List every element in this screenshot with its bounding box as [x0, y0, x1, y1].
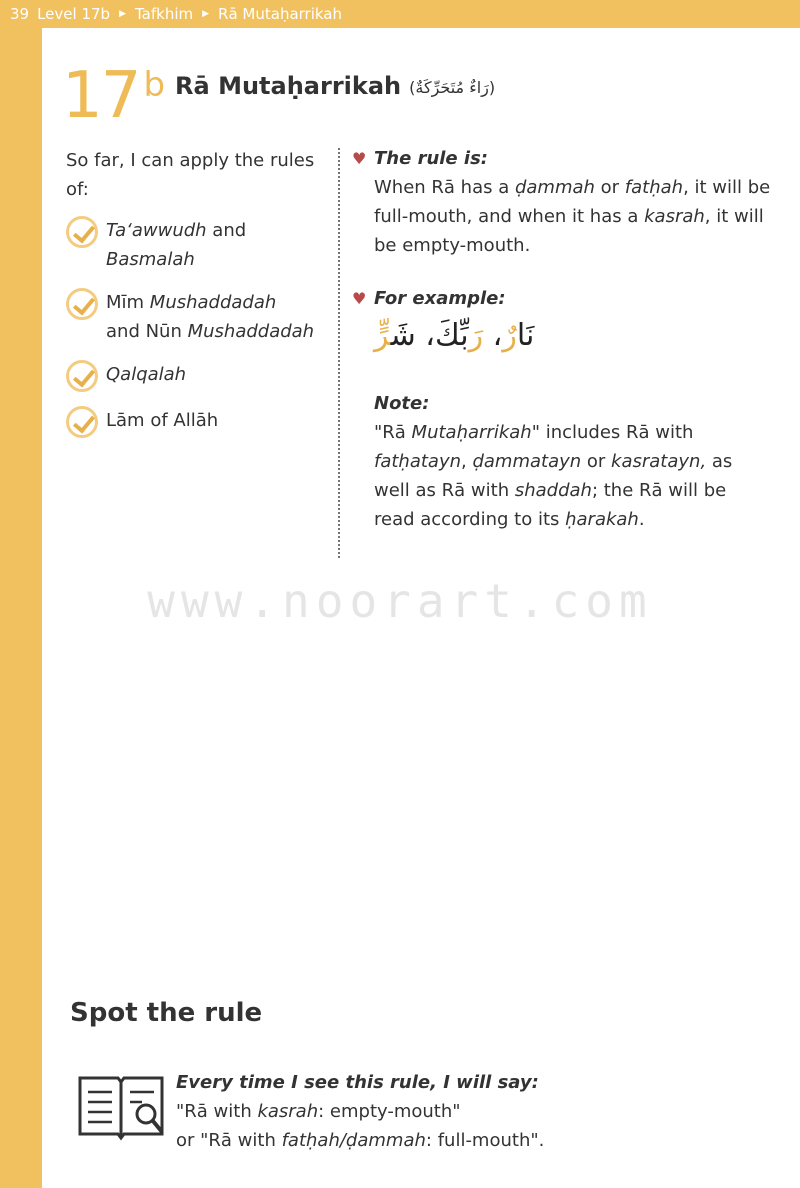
- checkmark-icon: [66, 406, 98, 438]
- rule-heading: ♥ The rule is:: [352, 144, 772, 173]
- lesson-number: 17: [62, 59, 140, 133]
- list-item: [66, 360, 326, 392]
- breadcrumb-level: Level 17b: [37, 5, 111, 23]
- lesson-suffix: b: [143, 65, 166, 105]
- breadcrumb-section: Tafkhim: [135, 5, 194, 23]
- watermark: www.noorart.com: [147, 574, 653, 628]
- checkmark-icon: [66, 288, 98, 320]
- note-heading: Note:: [374, 393, 430, 414]
- lesson-title-arabic: (رَاءٌ مُتَحَرِّكَةٌ): [409, 78, 496, 97]
- lesson-heading: [62, 59, 496, 133]
- lesson-title: Rā Mutaḥarrikah: [175, 72, 402, 100]
- rule-column: [352, 144, 772, 534]
- prior-rules-intro: So far, I can apply the rules of:: [66, 150, 315, 200]
- breadcrumb-topic: Rā Mutaḥarrikah: [218, 5, 343, 23]
- spot-the-rule-text: Every time I see this rule, I will say: "Rā with kasrah: empty-mouth" or "Rā with fatḥah/ḍammah: full-mouth".: [176, 1072, 545, 1151]
- example-heading: ♥ For example:: [352, 284, 772, 313]
- list-item-text: Mīm Mushaddadah and Nūn Mushaddadah: [106, 292, 315, 342]
- checkmark-icon: [66, 360, 98, 392]
- breadcrumb: [0, 0, 800, 28]
- prior-rules-column: [66, 146, 326, 452]
- spot-the-rule: [76, 1068, 544, 1155]
- rule-text: When Rā has a ḍammah or fatḥah, it will be full-mouth, and when it has a kasrah, it will be empty-mouth.: [374, 177, 771, 256]
- triangle-right-icon: ▶: [202, 9, 210, 19]
- list-item: [66, 288, 326, 346]
- heart-icon: ♥: [352, 149, 367, 168]
- list-item: [66, 216, 326, 274]
- checkmark-icon: [66, 216, 98, 248]
- book-magnifier-icon: [76, 1068, 166, 1144]
- spot-the-rule-title: Spot the rule: [70, 998, 263, 1028]
- list-item-text: Qalqalah: [106, 364, 187, 385]
- heart-icon: ♥: [352, 289, 367, 308]
- list-item-text: Lām of Allāh: [106, 410, 219, 431]
- page-number: 39: [10, 5, 30, 23]
- triangle-right-icon: ▶: [119, 9, 126, 19]
- list-item-text: Ta‘awwudh and Basmalah: [106, 220, 247, 270]
- list-item: [66, 406, 326, 438]
- note-text: "Rā Mutaḥarrikah" includes Rā with fatḥatayn, ḍammatayn or kasratayn, as well as Rā with shaddah; the Rā will be read according to its ḥarakah.: [374, 422, 733, 530]
- column-divider: [338, 148, 340, 558]
- arabic-examples: نَارٌ، رَبِّكَ، شَرٍّ: [374, 318, 535, 353]
